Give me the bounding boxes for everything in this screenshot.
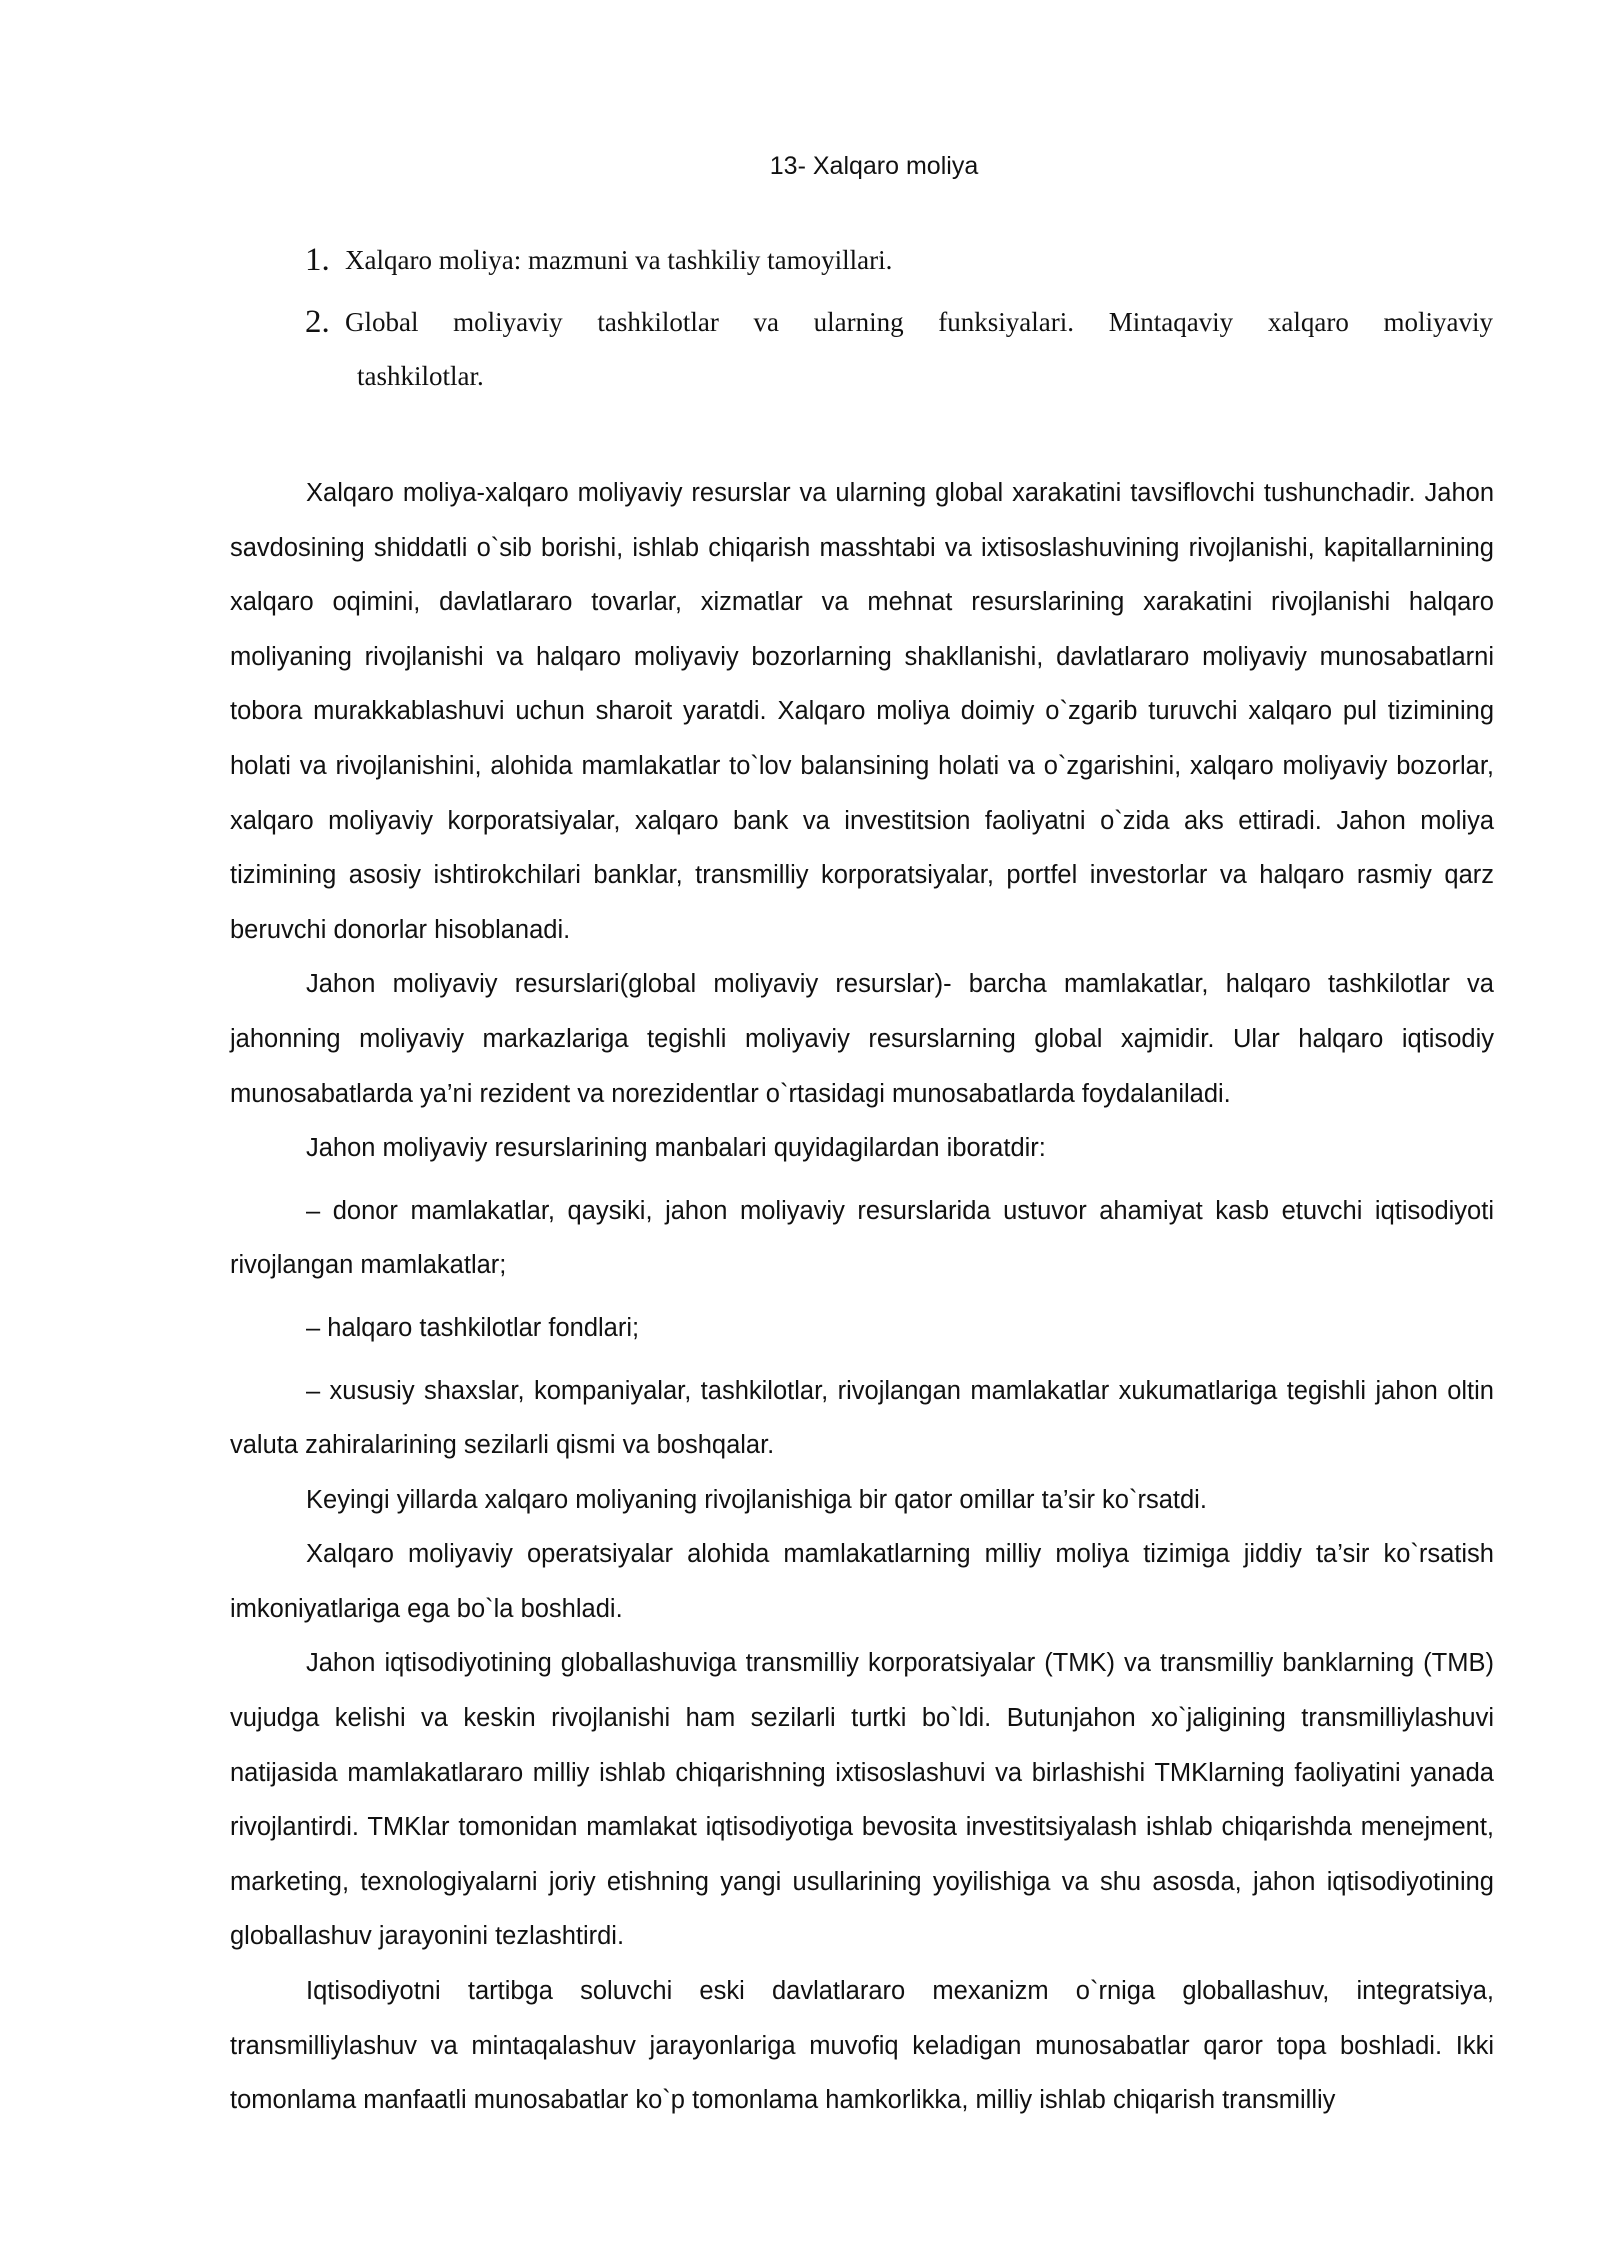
outline-text bbox=[345, 295, 1493, 403]
paragraph: Keyingi yillarda xalqaro moliyaning rivojlanishiga bir qator omillar ta’sir ko`rsatdi. bbox=[306, 1485, 1207, 1514]
outline-text-line: tashkilotlar. bbox=[357, 361, 484, 391]
outline-item bbox=[305, 233, 1493, 287]
dash-list-item: – halqaro tashkilotlar fondlari; bbox=[306, 1313, 640, 1342]
paragraph: Jahon moliyaviy resurslarining manbalari quyidagilardan iboratdir: bbox=[306, 1134, 1046, 1163]
paragraph: Xalqaro moliyaviy operatsiyalar alohida mamlakatlarning milliy moliya tizimiga jiddiy ta’sir ko`rsatish imkoniyatlariga ega bo`la boshladi. bbox=[230, 1540, 1494, 1623]
body-text bbox=[230, 466, 1494, 2128]
outline-number: 2. bbox=[305, 304, 330, 340]
dash-list-item: – xususiy shaxslar, kompaniyalar, tashkilotlar, rivojlangan mamlakatlar xukumatlariga tegishli jahon oltin valuta zahiralarining sezilarli qismi va boshqalar. bbox=[230, 1376, 1494, 1460]
paragraph: Xalqaro moliya-xalqaro moliyaviy resurslar va ularning global xarakatini tavsiflovchi tushunchadir. Jahon savdosining shiddatli o`sib borishi, ishlab chiqarish masshtabi va ixtisoslashuvining rivojlanishi, kapitallarnining xalqaro oqimini, davlatlararo tovarlar, xizmatlar va mehnat resurslarining xarakatini rivojlanishi halqaro moliyaning rivojlanishi va halqaro moliyaviy bozorlarning shakllanishi, davlatlararo moliyaviy munosabatlarni tobora murakkablashuvi uchun sharoit yaratdi. Xalqaro moliya doimiy o`zgarib turuvchi xalqaro pul tizimining holati va rivojlanishini, alohida mamlakatlar to`lov balansining holati va o`zgarishini, xalqaro moliyaviy bozorlar, xalqaro moliyaviy korporatsiyalar, xalqaro bank va investitsion faoliyatni o`zida aks ettiradi. Jahon moliya tizimining asosiy ishtirokchilari banklar, transmilliy korporatsiyalar, portfel investorlar va halqaro rasmiy qarz beruvchi donorlar hisoblanadi. bbox=[230, 479, 1494, 944]
paragraph: Jahon moliyaviy resurslari(global moliyaviy resurslar)- barcha mamlakatlar, halqaro tashkilotlar va jahonning moliyaviy markazlariga tegishli moliyaviy resurslarning global xajmidir. Ular halqaro iqtisodiy munosabatlarda ya’ni rezident va norezidentlar o`rtasidagi munosabatlarda foydalaniladi. bbox=[230, 970, 1494, 1108]
paragraph: Jahon iqtisodiyotining globallashuviga transmilliy korporatsiyalar (TMK) va transmilliy banklarning (TMB) vujudga kelishi va keskin rivojlanishi ham sezilarli turtki bo`ldi. Butunjahon xo`jaligining transmilliylashuvi natijasida mamlakatlararo milliy ishlab chiqarishning ixtisoslashuvi va birlashishi TMKlarning faoliyatini yanada rivojlantirdi. TMKlar tomonidan mamlakat iqtisodiyotiga bevosita investitsiyalash ishlab chiqarishda menejment, marketing, texnologiyalarni joriy etishning yangi usullarining yoyilishiga va shu asosda, jahon iqtisodiyotining globallashuv jarayonini tezlashtirdi. bbox=[230, 1649, 1494, 1951]
outline-item bbox=[305, 295, 1493, 403]
outline-text: Xalqaro moliya: mazmuni va tashkiliy tamoyillari. bbox=[345, 245, 893, 275]
outline-number: 1. bbox=[305, 242, 330, 278]
dash-list-item: – donor mamlakatlar, qaysiki, jahon moliyaviy resurslarida ustuvor ahamiyat kasb etuvchi iqtisodiyoti rivojlangan mamlakatlar; bbox=[230, 1196, 1494, 1280]
outline-text-line: Global moliyaviy tashkilotlar va ularning funksiyalari. Mintaqaviy xalqaro moliyaviy bbox=[345, 307, 1493, 337]
paragraph: Iqtisodiyotni tartibga soluvchi eski davlatlararo mexanizm o`rniga globallashuv, integratsiya, transmilliylashuv va mintaqalashuv jarayonlariga muvofiq keladigan munosabatlar qaror topa boshladi. Ikki tomonlama manfaatli munosabatlar ko`p tomonlama hamkorlikka, milliy ishlab chiqarish transmilliy bbox=[230, 1977, 1494, 2115]
topic-outline bbox=[305, 233, 1493, 411]
page-title: 13- Xalqaro moliya bbox=[769, 152, 979, 180]
